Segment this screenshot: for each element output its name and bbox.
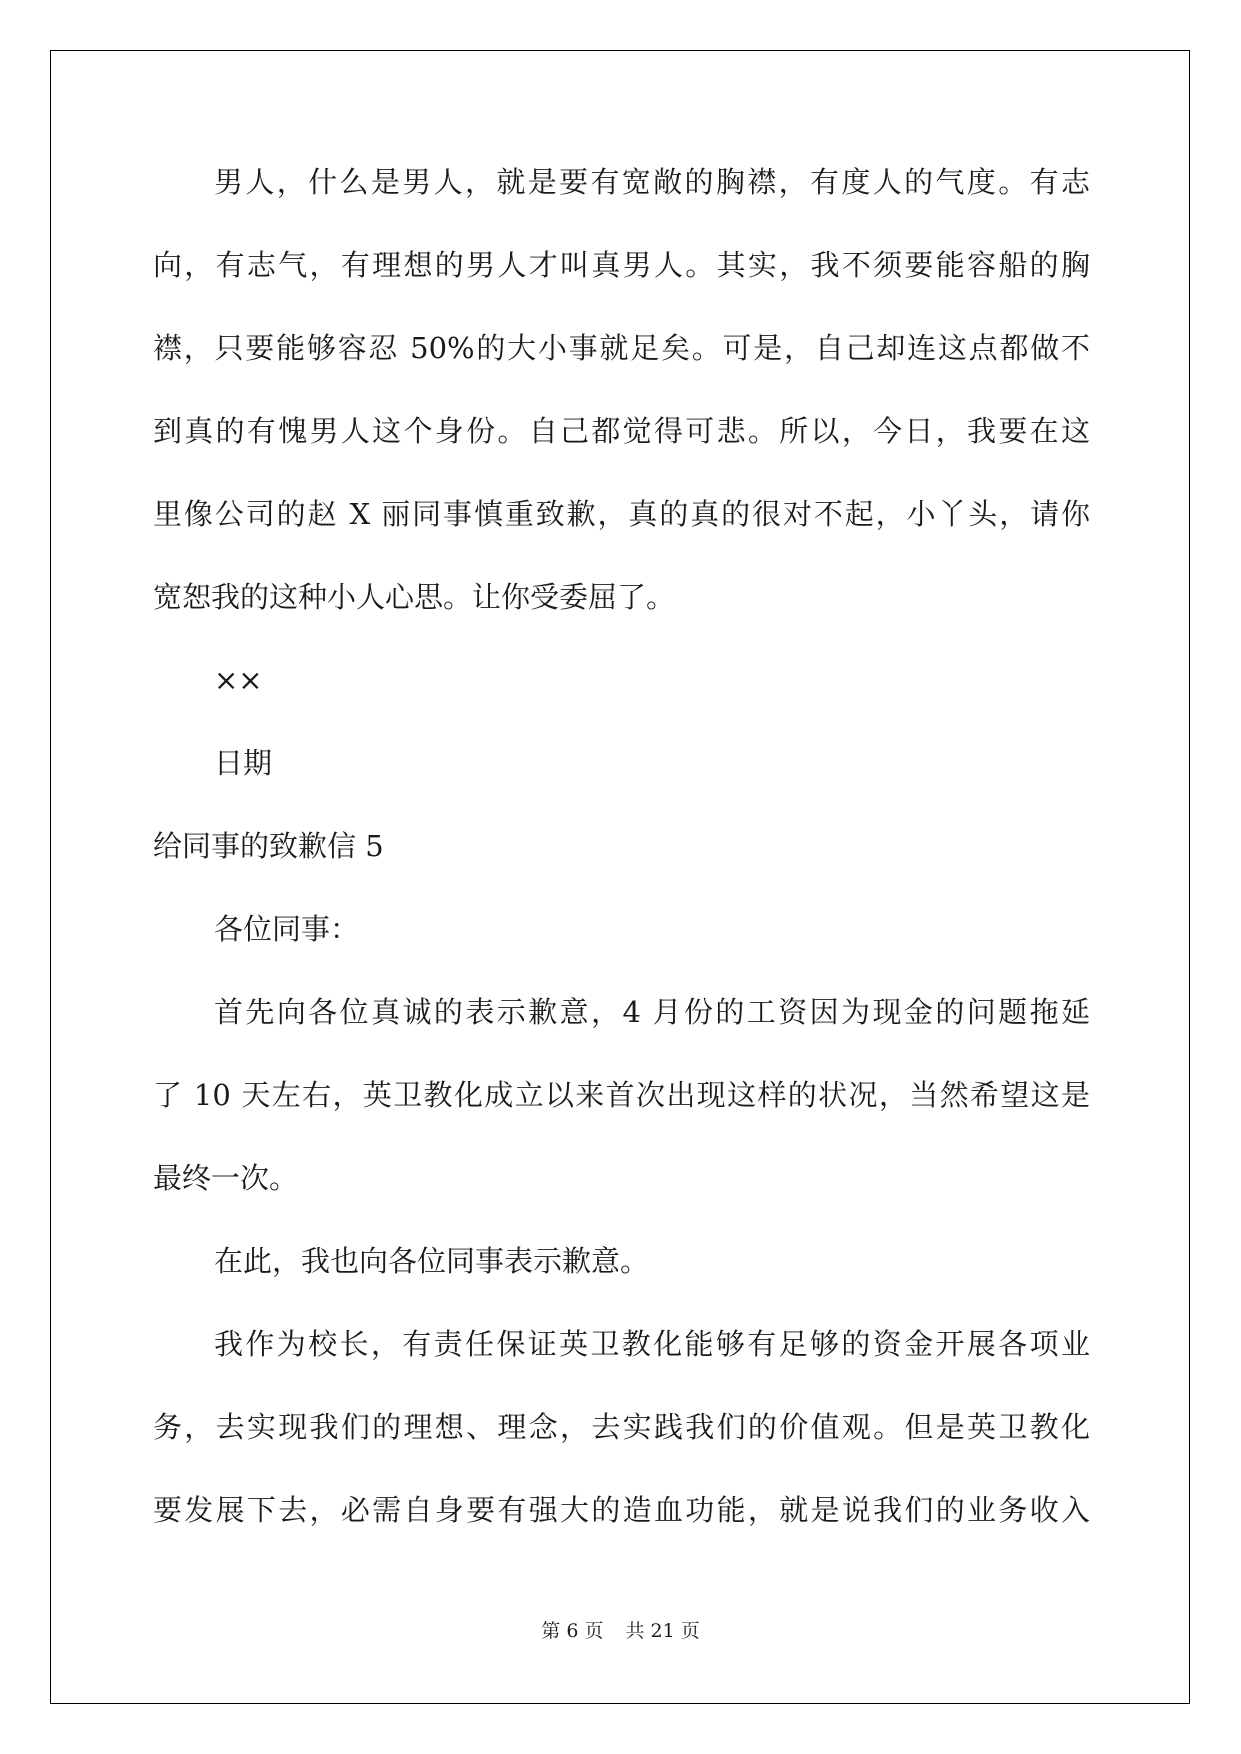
page-total: 共 21 页 [625, 1620, 700, 1642]
paragraph-line: 首先向各位真诚的表示歉意，4 月份的工资因为现金的问题拖延 [214, 995, 1090, 1029]
page-number: 第 6 页 [541, 1620, 604, 1642]
paragraph-line: 男人，什么是男人，就是要有宽敞的胸襟，有度人的气度。有志 [214, 165, 1090, 199]
paragraph-line: 襟，只要能够容忍 50%的大小事就足矣。可是，自己却连这点都做不 [153, 331, 1090, 365]
paragraph-line: 最终一次。 [153, 1161, 299, 1195]
document-body [153, 162, 1090, 1573]
letter-heading: 给同事的致歉信 5 [153, 829, 384, 863]
paragraph-line: 我作为校长，有责任保证英卫教化能够有足够的资金开展各项业 [214, 1327, 1090, 1361]
signature-line: ×× [214, 663, 263, 697]
page-footer [0, 1619, 1241, 1643]
paragraph-line: 要发展下去，必需自身要有强大的造血功能，就是说我们的业务收入 [153, 1493, 1090, 1527]
paragraph-line: 到真的有愧男人这个身份。自己都觉得可悲。所以，今日，我要在这 [153, 414, 1090, 448]
date-line: 日期 [214, 746, 273, 780]
paragraph-line: 里像公司的赵 X 丽同事慎重致歉，真的真的很对不起，小丫头，请你 [153, 497, 1090, 531]
paragraph-line: 宽恕我的这种小人心思。让你受委屈了。 [153, 580, 676, 614]
paragraph-line: 在此，我也向各位同事表示歉意。 [214, 1244, 650, 1278]
paragraph-line: 务，去实现我们的理想、理念，去实践我们的价值观。但是英卫教化 [153, 1410, 1090, 1444]
salutation-line: 各位同事： [214, 912, 360, 946]
paragraph-line: 了 10 天左右，英卫教化成立以来首次出现这样的状况，当然希望这是 [153, 1078, 1090, 1112]
paragraph-line: 向，有志气，有理想的男人才叫真男人。其实，我不须要能容船的胸 [153, 248, 1090, 282]
